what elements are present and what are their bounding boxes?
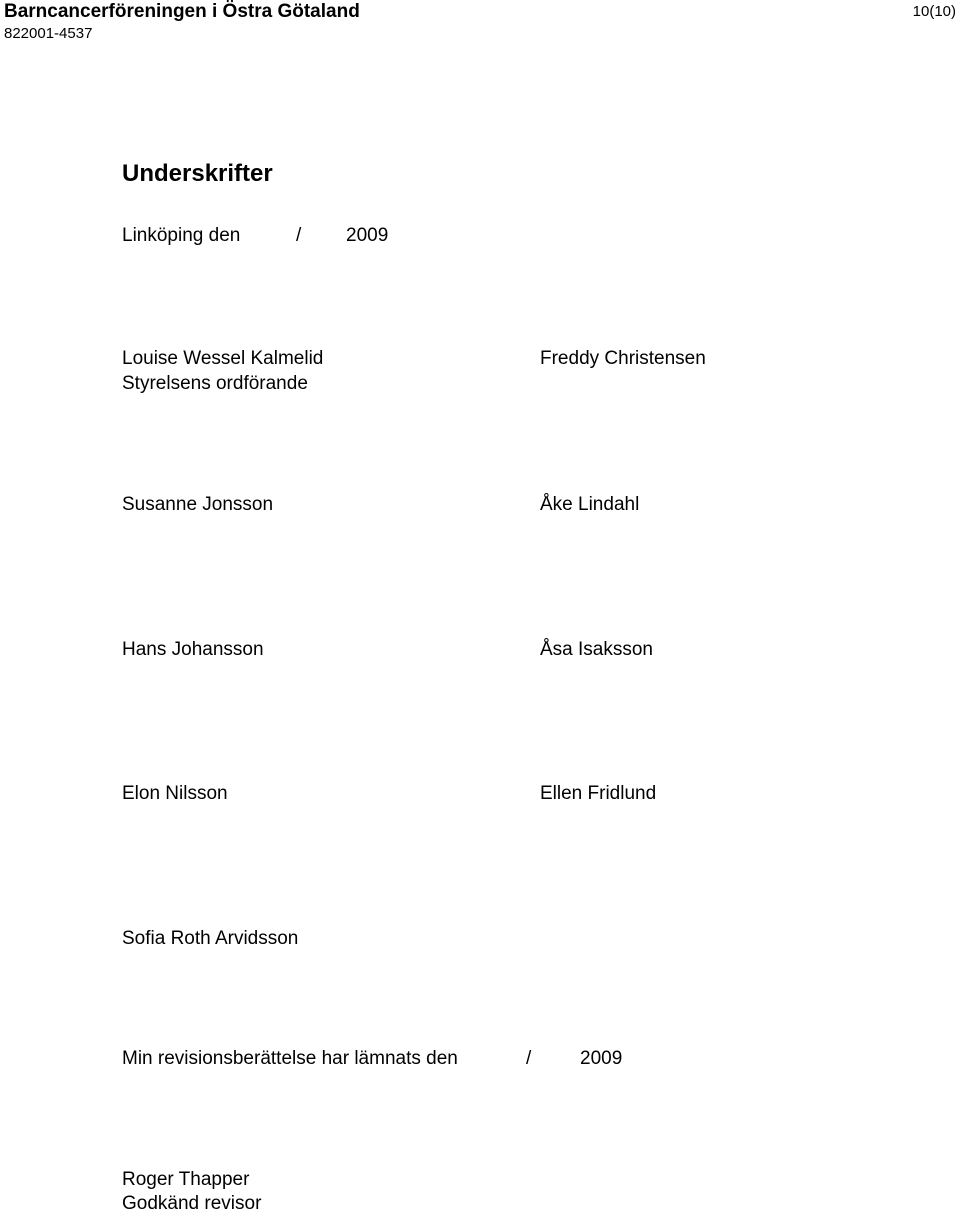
signatory-name: Susanne Jonsson — [122, 494, 274, 515]
signing-date-slash: / — [296, 225, 302, 246]
signatory-name: Åsa Isaksson — [540, 639, 653, 660]
signatory-name: Sofia Roth Arvidsson — [122, 928, 299, 949]
organization-name: Barncancerföreningen i Östra Götaland — [4, 1, 360, 22]
signatory-role: Styrelsens ordförande — [122, 373, 308, 394]
signatory-name: Åke Lindahl — [540, 494, 640, 515]
audit-date-slash: / — [526, 1048, 532, 1069]
signatory-name: Ellen Fridlund — [540, 783, 657, 804]
auditor-name: Roger Thapper — [122, 1169, 250, 1190]
audit-statement: Min revisionsberättelse har lämnats den — [122, 1048, 458, 1069]
audit-date-year: 2009 — [580, 1048, 623, 1069]
auditor-role: Godkänd revisor — [122, 1193, 262, 1214]
signatory-name: Elon Nilsson — [122, 783, 228, 804]
signing-place-label: Linköping den — [122, 225, 241, 246]
section-title: Underskrifter — [122, 160, 273, 187]
page-number: 10(10) — [912, 3, 956, 20]
signatory-name: Hans Johansson — [122, 639, 264, 660]
signing-date-year: 2009 — [346, 225, 389, 246]
signatory-name: Freddy Christensen — [540, 348, 706, 369]
signatory-name: Louise Wessel Kalmelid — [122, 348, 324, 369]
organization-number: 822001-4537 — [4, 25, 93, 42]
